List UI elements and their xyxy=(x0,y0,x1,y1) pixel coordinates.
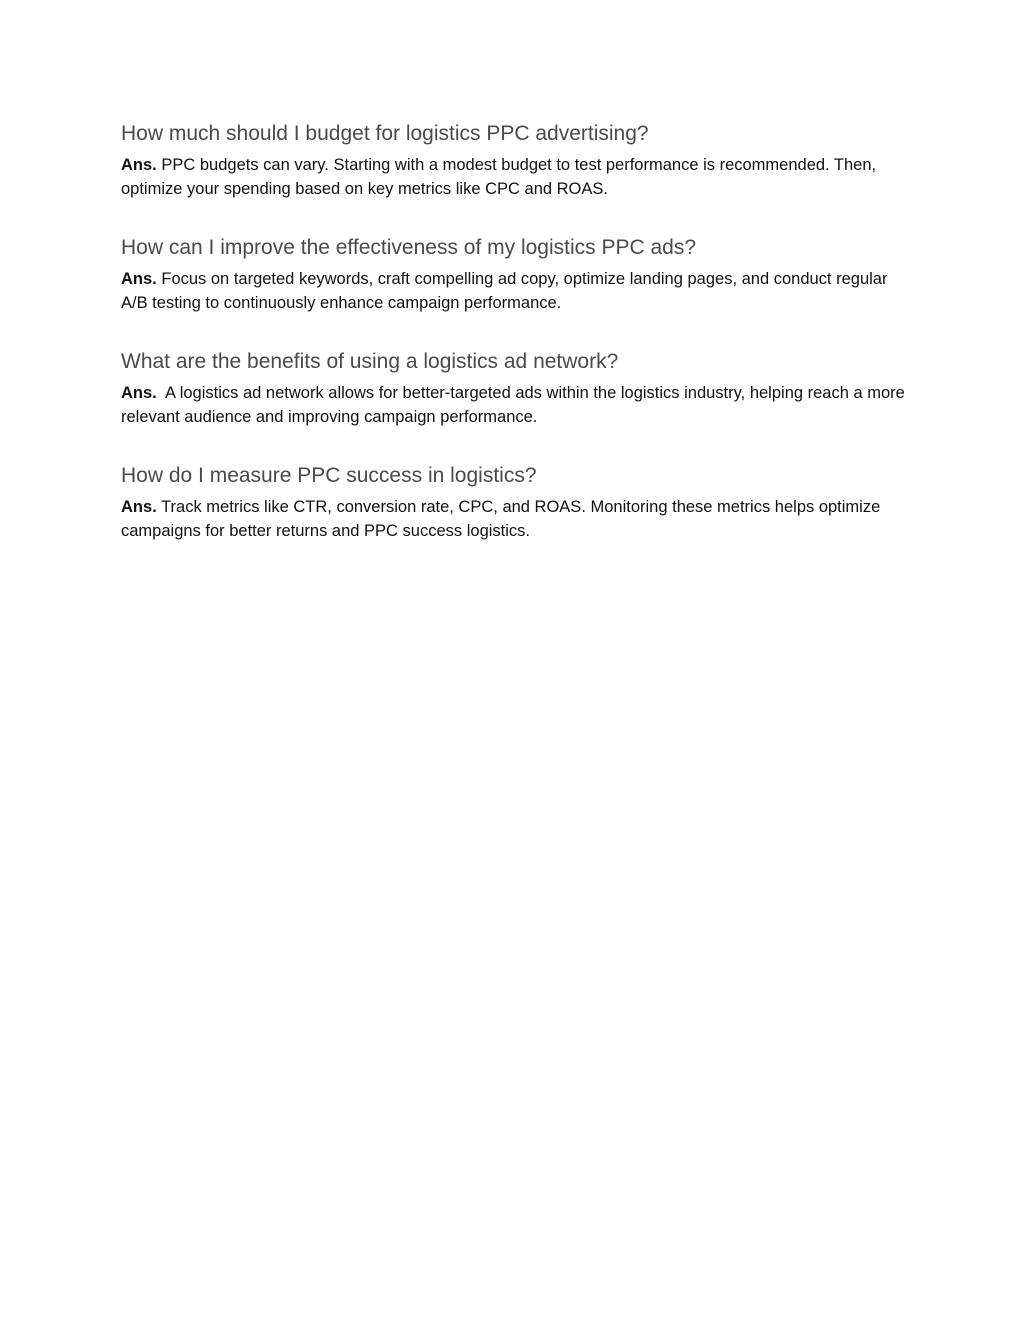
faq-question: How do I measure PPC success in logistics? xyxy=(121,464,537,487)
faq-item-budget xyxy=(121,118,911,201)
faq-answer xyxy=(121,381,911,429)
faq-item-benefits xyxy=(121,346,911,429)
answer-label: Ans. xyxy=(121,156,157,174)
answer-label: Ans. xyxy=(121,270,157,288)
answer-label: Ans. xyxy=(121,498,157,516)
faq-question: What are the benefits of using a logistics ad network? xyxy=(121,350,619,373)
faq-question: How much should I budget for logistics PPC advertising? xyxy=(121,122,649,145)
answer-text: Track metrics like CTR, conversion rate, CPC, and ROAS. Monitoring these metrics helps optimize campaigns for better returns and PPC success logistics. xyxy=(121,498,881,540)
answer-text: Focus on targeted keywords, craft compelling ad copy, optimize landing pages, and conduct regular A/B testing to continuously enhance campaign performance. xyxy=(121,270,888,312)
faq-answer xyxy=(121,153,911,201)
faq-answer xyxy=(121,267,911,315)
faq-question: How can I improve the effectiveness of my logistics PPC ads? xyxy=(121,236,697,259)
faq-answer xyxy=(121,495,911,543)
faq-item-measure xyxy=(121,460,911,543)
answer-text: A logistics ad network allows for better-targeted ads within the logistics industry, helping reach a more relevant audience and improving campaign performance. xyxy=(121,384,910,426)
answer-text: PPC budgets can vary. Starting with a modest budget to test performance is recommended. Then, optimize your spending based on key metrics like CPC and ROAS. xyxy=(121,156,877,198)
faq-item-effectiveness xyxy=(121,232,911,315)
document-page xyxy=(121,118,911,574)
answer-label: Ans. xyxy=(121,384,157,402)
